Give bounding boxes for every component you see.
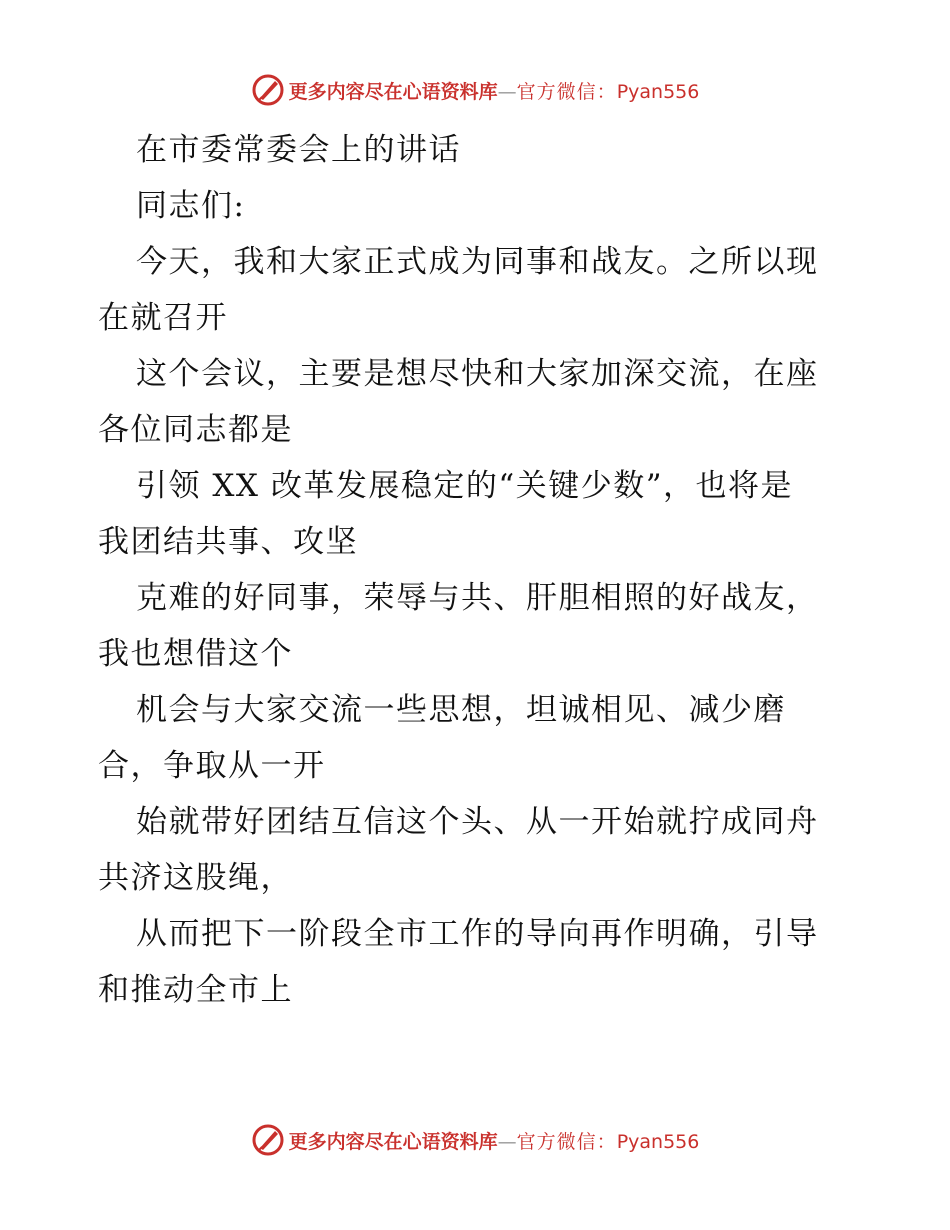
- paragraph-line: 始就带好团结互信这个头、从一开始就拧成同舟: [136, 804, 819, 840]
- watermark-text: 更多内容尽在心语资料库—官方微信：Pyan556: [288, 80, 700, 103]
- paragraph-line: 我也想借这个: [98, 636, 293, 672]
- paragraph-line: 我团结共事、攻坚: [98, 524, 358, 560]
- paragraph-line: 引领 XX 改革发展稳定的“关键少数”，也将是: [136, 468, 794, 504]
- paragraph-line: 和推动全市上: [98, 972, 293, 1008]
- document-title: 在市委常委会上的讲话: [136, 132, 461, 168]
- paragraph-line: 从而把下一阶段全市工作的导向再作明确，引导: [136, 916, 819, 952]
- paragraph-line: 在就召开: [98, 300, 228, 336]
- paragraph-line: 这个会议，主要是想尽快和大家加深交流，在座: [136, 356, 819, 392]
- footer-watermark-banner: [0, 1120, 950, 1160]
- paragraph-line: 各位同志都是: [98, 412, 293, 448]
- paragraph-line: 今天，我和大家正式成为同事和战友。之所以现: [136, 244, 819, 280]
- paragraph-line: 合，争取从一开: [98, 748, 326, 784]
- watermark-text: 更多内容尽在心语资料库—官方微信：Pyan556: [288, 1130, 700, 1153]
- document-body: [98, 122, 858, 1018]
- quill-logo-icon: [251, 73, 285, 107]
- header-watermark-banner: [0, 70, 950, 110]
- paragraph-line: 共济这股绳，: [98, 860, 293, 896]
- paragraph-line: 机会与大家交流一些思想，坦诚相见、减少磨: [136, 692, 786, 728]
- quill-logo-icon: [251, 1123, 285, 1157]
- paragraph-line: 同志们:: [136, 188, 246, 224]
- paragraph-line: 克难的好同事，荣辱与共、肝胆相照的好战友，: [136, 580, 819, 616]
